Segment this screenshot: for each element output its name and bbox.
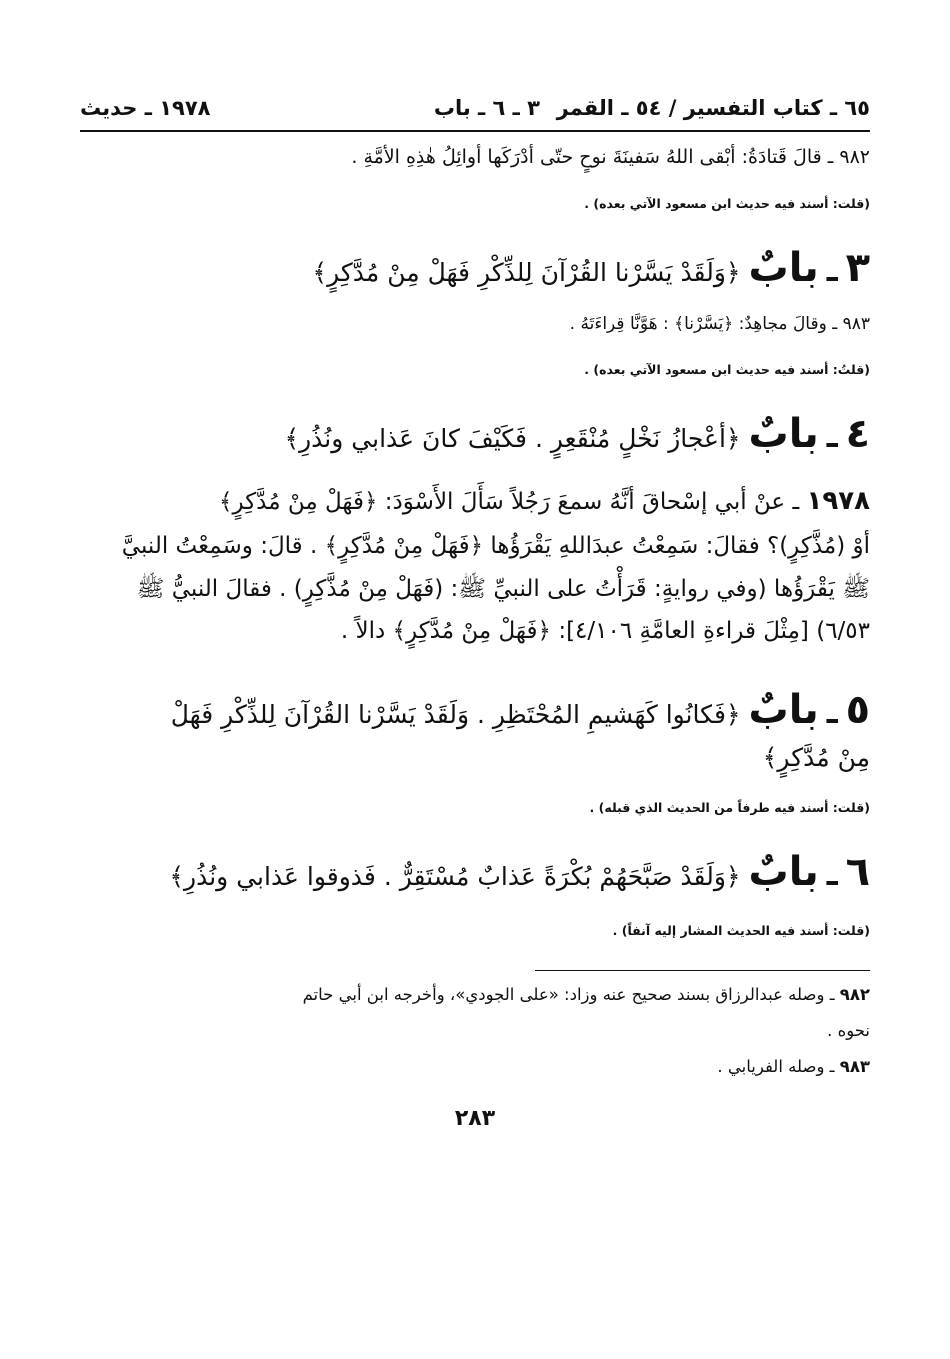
chapter-verse: ﴿أعْجازُ نَخْلٍ مُنْقَعِرٍ . فَكَيْفَ كانَ عَذابي ونُذُرِ﴾ — [284, 424, 741, 453]
editor-note-2: (قلتُ: أسند فيه حديث ابن مسعود الآتي بعده) . — [584, 362, 870, 377]
chapter-word: بابٌ — [748, 411, 819, 457]
chapter-verse: ﴿وَلَقَدْ صَبَّحَهُمْ بُكْرَةً عَذابٌ مُسْتَقِرٌّ . فَذوقوا عَذابي ونُذُرِ﴾ — [169, 861, 741, 891]
hadith-982: ٩٨٢ ـ قالَ قَتادَةُ: أبْقى اللهُ سَفينَةَ نوحٍ حتّى أدْرَكَها أوائِلُ هٰذِهِ الأمَّةِ . — [351, 146, 870, 168]
hadith-line: ٦/٥٣) [مِثْلَ قراءةِ العامَّةِ ٤/١٠٦]: ﴿فَهَلْ مِنْ مُدَّكِرٍ﴾ دالاً . — [340, 618, 870, 645]
chapter-verse: ﴿فَكانُوا كَهَشيمِ المُحْتَظِرِ . وَلَقَدْ يَسَّرْنا القُرْآنَ لِلذِّكْرِ فَهَلْ — [170, 699, 741, 729]
hadith-983: ٩٨٣ ـ وقالَ مجاهِدٌ: ﴿يَسَّرْنا﴾ : هَوَّنَّا قِراءَتَهُ . — [569, 314, 870, 334]
running-header — [80, 96, 870, 128]
chapter-heading-4 — [80, 411, 870, 457]
footnotes — [80, 977, 870, 1086]
footnote-983 — [80, 1049, 870, 1085]
chapter-number: ٣ — [845, 245, 870, 291]
hadith-text: ـ عنْ أبي إسْحاقَ أنَّهُ سمعَ رَجُلاً سَأَلَ الأَسْوَدَ: ﴿فَهَلْ مِنْ مُدَّكِرٍ﴾ — [219, 489, 800, 515]
footnote-text: ـ وصله الفريابي . — [717, 1057, 835, 1077]
chapter-word: بابٌ — [748, 245, 819, 291]
header-rule — [80, 130, 870, 132]
chapter-heading-6 — [80, 849, 870, 895]
chapter-number: ٥ — [845, 686, 870, 733]
footnote-rule — [535, 970, 870, 971]
footnote-number: ٩٨٢ — [839, 984, 870, 1004]
hadith-line: أوْ (مُذَّكِرٍ)؟ فقالَ: سَمِعْتُ عبدَاللهِ يَقْرَؤُها ﴿فَهَلْ مِنْ مُدَّكِرٍ﴾ . قالَ: وسَمِعْتُ النبيَّ — [121, 533, 870, 560]
hadith-line — [80, 477, 870, 525]
page-number: ٢٨٣ — [454, 1105, 496, 1131]
chapter-heading-5 — [80, 687, 870, 733]
hadith-line: ﷺ يَقْرَؤُها (وفي روايةٍ: قَرَأْتُ على النبيِّ ﷺ: (فَهَلْ مِنْ مُذَّكِرٍ) . فقالَ النبيُّ ﷺ — [136, 575, 870, 602]
footnote-number: ٩٨٣ — [839, 1057, 870, 1077]
header-hadith-number: ١٩٧٨ ـ حديث — [80, 96, 211, 120]
header-section: ٣ ـ ٦ ـ باب — [433, 96, 540, 120]
chapter-number: ٦ — [845, 848, 870, 895]
editor-note-1: (قلت: أسند فيه حديث ابن مسعود الآتي بعده) . — [584, 196, 870, 211]
editor-note-4: (قلت: أسند فيه الحديث المشار إليه آنفاً) . — [612, 922, 870, 938]
chapter-word: بابٌ — [748, 686, 819, 733]
chapter-heading-3 — [80, 245, 870, 291]
footnote-text: ـ وصله عبدالرزاق بسند صحيح عنه وزاد: «على الجودي»، وأخرجه ابن أبي حاتم — [302, 984, 835, 1004]
chapter-dash: ـ — [826, 417, 838, 455]
chapter-dash: ـ — [826, 692, 838, 731]
footnote-982-continuation: نحوه . — [827, 1021, 870, 1041]
chapter-verse-continuation: مِنْ مُدَّكِرٍ﴾ — [762, 742, 870, 772]
hadith-number: ١٩٧٨ — [806, 486, 870, 516]
editor-note-3: (قلت: أسند فيه طرفاً من الحديث الذي قبله) . — [589, 799, 870, 815]
header-book-title: ٦٥ ـ كتاب التفسير / ٥٤ ـ القمر — [556, 96, 870, 120]
document-page — [80, 96, 870, 1131]
footnote-982 — [80, 977, 870, 1013]
chapter-number: ٤ — [845, 411, 870, 457]
chapter-dash: ـ — [826, 854, 838, 893]
chapter-word: بابٌ — [748, 848, 819, 895]
chapter-dash: ـ — [826, 251, 838, 289]
chapter-verse: ﴿وَلَقَدْ يَسَّرْنا القُرْآنَ لِلذِّكْرِ فَهَلْ مِنْ مُدَّكِرٍ﴾ — [312, 258, 741, 287]
hadith-1978 — [80, 477, 870, 653]
